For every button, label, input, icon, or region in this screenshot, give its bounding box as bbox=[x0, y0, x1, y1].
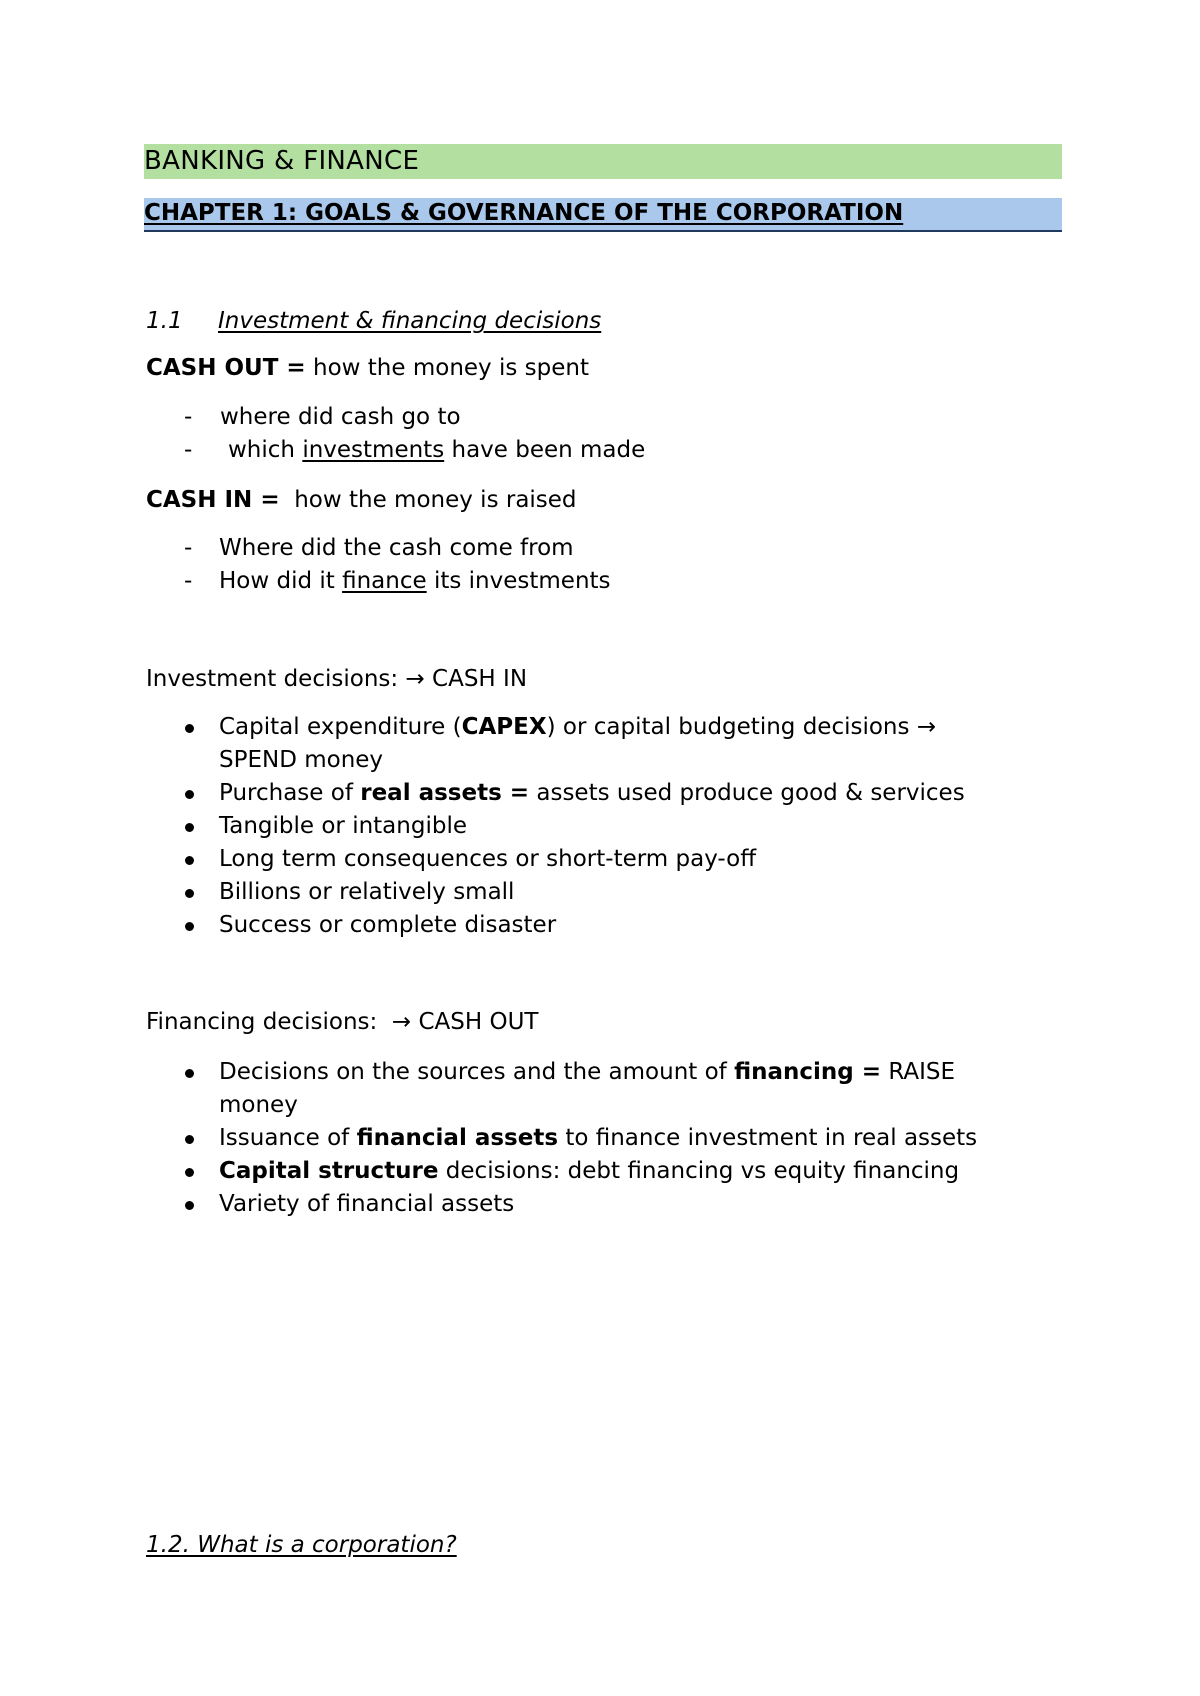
bullet-bold-text: CAPEX bbox=[461, 714, 547, 740]
financing-bullet bbox=[219, 1156, 959, 1186]
dash-bullet: - bbox=[184, 568, 193, 594]
bullet-bold-text: financial assets bbox=[356, 1125, 559, 1151]
right-arrow-icon: → bbox=[916, 714, 937, 740]
financing-decisions-label: Financing decisions: bbox=[146, 1009, 378, 1035]
bullet-text: assets used produce good & services bbox=[529, 780, 965, 806]
investment-bullet: Tangible or intangible bbox=[219, 813, 467, 839]
bullet-icon bbox=[185, 823, 194, 832]
cash-in-text: how the money is raised bbox=[294, 487, 577, 513]
bullet-icon bbox=[185, 922, 194, 931]
bullet-bold-text: Capital structure bbox=[219, 1158, 439, 1184]
investment-decisions-heading bbox=[146, 664, 527, 694]
bullet-icon bbox=[185, 1168, 194, 1177]
bullet-text: to finance investment in real assets bbox=[558, 1125, 978, 1151]
section-number: 1.1 bbox=[146, 308, 183, 334]
financing-decisions-target: CASH OUT bbox=[418, 1009, 539, 1035]
dash-bullet: - bbox=[184, 404, 193, 430]
bullet-bold-text: financing = bbox=[734, 1059, 882, 1085]
investments-term: investments bbox=[302, 437, 445, 463]
investment-bullet: Long term consequences or short-term pay-off bbox=[219, 846, 757, 872]
bullet-text: ) or capital budgeting decisions bbox=[546, 714, 917, 740]
cash-out-line bbox=[146, 353, 589, 383]
bullet-text: RAISE bbox=[881, 1059, 956, 1085]
bullet-icon bbox=[185, 889, 194, 898]
cash-in-item bbox=[219, 533, 574, 563]
investment-decisions-target: CASH IN bbox=[432, 666, 528, 692]
cash-out-item-text: where did cash go to bbox=[220, 404, 461, 430]
finance-term: finance bbox=[342, 568, 427, 594]
investment-bullet: Billions or relatively small bbox=[219, 879, 515, 905]
cash-out-label: CASH OUT = bbox=[146, 355, 306, 381]
chapter-heading bbox=[144, 198, 1062, 232]
bullet-icon bbox=[185, 856, 194, 865]
right-arrow-icon: → bbox=[405, 666, 425, 692]
bullet-icon bbox=[185, 1069, 194, 1078]
section-heading: Investment & financing decisions bbox=[218, 308, 602, 334]
dash-bullet: - bbox=[184, 437, 193, 463]
chapter-heading-text: CHAPTER 1: GOALS & GOVERNANCE OF THE CORPORATION bbox=[144, 200, 904, 226]
investment-bullet: Success or complete disaster bbox=[219, 912, 557, 938]
bullet-text: Issuance of bbox=[219, 1125, 357, 1151]
bullet-text: decisions: debt financing vs equity financing bbox=[438, 1158, 960, 1184]
bullet-icon bbox=[185, 1201, 194, 1210]
financing-bullet-continuation: money bbox=[219, 1092, 298, 1118]
cash-in-label: CASH IN = bbox=[146, 487, 280, 513]
cash-out-item bbox=[220, 402, 461, 432]
cash-out-item-text: which bbox=[228, 437, 303, 463]
financing-bullet bbox=[219, 1123, 977, 1153]
investment-bullet bbox=[219, 712, 936, 742]
financing-decisions-heading bbox=[146, 1007, 538, 1037]
dash-bullet: - bbox=[184, 535, 193, 561]
bullet-icon bbox=[185, 790, 194, 799]
investment-bullet-continuation: SPEND money bbox=[219, 747, 384, 773]
cash-out-item-text: have been made bbox=[444, 437, 646, 463]
right-arrow-icon: → bbox=[391, 1009, 412, 1035]
bullet-text: Capital expenditure ( bbox=[219, 714, 462, 740]
investment-bullet bbox=[219, 778, 965, 808]
bullet-icon bbox=[185, 1135, 194, 1144]
section-heading: 1.2. What is a corporation? bbox=[146, 1532, 457, 1558]
bullet-bold-text: real assets = bbox=[360, 780, 530, 806]
bullet-text: Purchase of bbox=[219, 780, 361, 806]
investment-decisions-label: Investment decisions: bbox=[146, 666, 399, 692]
cash-in-item-text: How did it bbox=[219, 568, 343, 594]
cash-in-line bbox=[146, 485, 577, 515]
financing-bullet: Variety of financial assets bbox=[219, 1191, 515, 1217]
cash-out-item bbox=[228, 435, 645, 465]
financing-bullet bbox=[219, 1057, 955, 1087]
bullet-text: Decisions on the sources and the amount of bbox=[219, 1059, 735, 1085]
cash-in-item-text: its investments bbox=[426, 568, 611, 594]
cash-in-item-text: Where did the cash come from bbox=[219, 535, 574, 561]
document-title bbox=[144, 144, 1062, 179]
cash-in-item bbox=[219, 566, 611, 596]
bullet-icon bbox=[185, 724, 194, 733]
cash-out-text: how the money is spent bbox=[313, 355, 589, 381]
document-title-text: BANKING & FINANCE bbox=[144, 146, 420, 176]
